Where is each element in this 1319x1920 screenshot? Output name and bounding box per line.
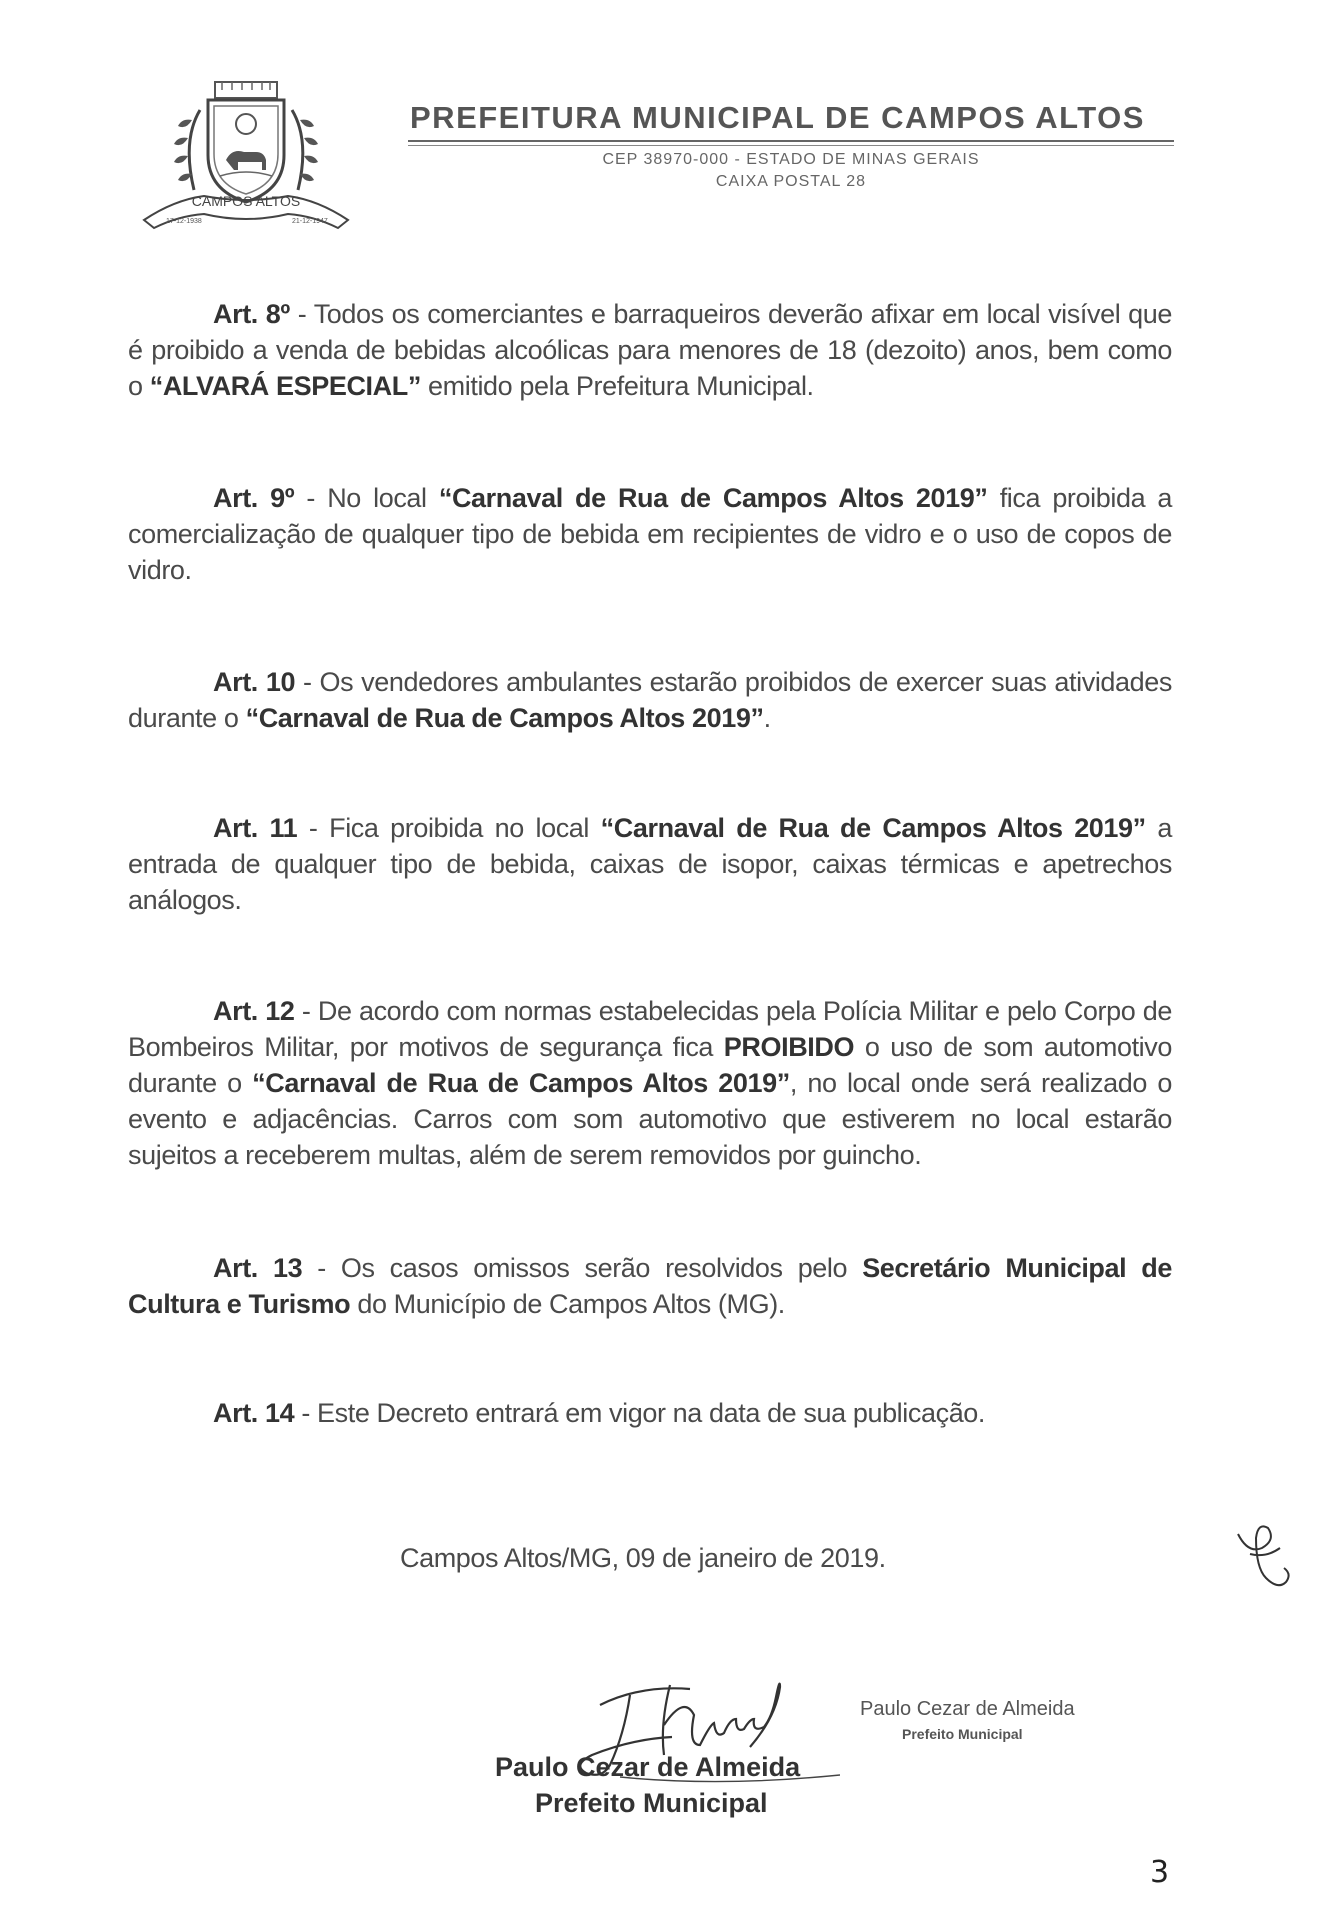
article-10: [128, 664, 1172, 736]
margin-initials-icon: [1230, 1520, 1300, 1600]
article-12-text: - De acordo com normas estabelecidas pela Polícia Militar e pelo Corpo de Bombeiros Militar, por motivos de segurança fica: [128, 996, 1172, 1062]
header-title: PREFEITURA MUNICIPAL DE CAMPOS ALTOS: [410, 100, 1145, 135]
article-12-label: Art. 12: [213, 996, 295, 1026]
article-14: [128, 1395, 1172, 1431]
municipal-crest-icon: [140, 80, 350, 255]
svg-text:CAMPOS ALTOS: CAMPOS ALTOS: [191, 193, 301, 209]
article-10-text: - Os vendedores ambulantes estarão proibidos de exercer suas atividades durante o: [128, 667, 1173, 733]
article-10-label: Art. 10: [213, 667, 296, 697]
article-13: [128, 1250, 1172, 1322]
article-9-text-end: fica proibida a comercialização de qualquer tipo de bebida em recipientes de vidro e o uso de copos de vidro.: [128, 483, 1173, 585]
article-11-text-end: a entrada de qualquer tipo de bebida, caixas de isopor, caixas térmicas e apetrechos análogos.: [128, 813, 1173, 915]
article-12-emphasis-2: “Carnaval de Rua de Campos Altos 2019”: [252, 1068, 790, 1098]
page-number: 3: [1150, 1855, 1170, 1890]
article-11-label: Art. 11: [213, 813, 298, 843]
article-9: [128, 480, 1172, 588]
article-11-emphasis: “Carnaval de Rua de Campos Altos 2019”: [600, 813, 1146, 843]
article-13-text-end: do Município de Campos Altos (MG).: [350, 1289, 785, 1319]
article-12-emphasis: PROIBIDO: [723, 1032, 855, 1062]
article-8: [128, 296, 1172, 404]
article-10-text-end: .: [763, 703, 771, 733]
signatory-name: Paulo Cezar de Almeida: [495, 1752, 801, 1782]
article-8-label: Art. 8º: [213, 299, 290, 329]
article-13-emphasis: Secretário Municipal de Cultura e Turismo: [128, 1253, 1172, 1319]
article-12: [128, 993, 1172, 1173]
svg-text:21-12-1947: 21-12-1947: [292, 218, 328, 225]
article-12-text-end: , no local onde será realizado o evento e adjacências. Carros com som automotivo que estiverem no local estarão sujeitos a receberem multas, além de serem removidos por guincho.: [128, 1068, 1173, 1170]
article-10-emphasis: “Carnaval de Rua de Campos Altos 2019”: [245, 703, 764, 733]
article-11: [128, 810, 1172, 918]
article-8-text-end: emitido pela Prefeitura Municipal.: [420, 371, 814, 401]
header-address-line: CEP 38970-000 - ESTADO DE MINAS GERAIS: [602, 151, 980, 168]
article-8-text: - Todos os comerciantes e barraqueiros deverão afixar em local visível que é proibido a venda de bebidas alcoólicas para menores de 18 (dezoito) anos, bem como o: [128, 299, 1173, 401]
signatory-role: Prefeito Municipal: [535, 1788, 768, 1818]
article-12-text-mid: o uso de som automotivo durante o: [128, 1032, 1172, 1098]
stamp-name: Paulo Cezar de Almeida: [860, 1698, 1075, 1720]
article-11-text: - Fica proibida no local: [297, 813, 601, 843]
article-9-emphasis: “Carnaval de Rua de Campos Altos 2019”: [438, 483, 988, 513]
svg-text:17-12-1938: 17-12-1938: [166, 218, 202, 225]
article-8-emphasis: “ALVARÁ ESPECIAL”: [149, 371, 421, 401]
article-9-label: Art. 9º: [213, 483, 295, 513]
stamp-role: Prefeito Municipal: [902, 1726, 1023, 1742]
article-14-label: Art. 14: [213, 1398, 295, 1428]
article-13-label: Art. 13: [213, 1253, 303, 1283]
article-9-text: - No local: [294, 483, 439, 513]
header-postal-line: CAIXA POSTAL 28: [715, 173, 867, 190]
article-14-text: - Este Decreto entrará em vigor na data de sua publicação.: [294, 1398, 986, 1428]
date-line: Campos Altos/MG, 09 de janeiro de 2019.: [400, 1543, 886, 1573]
header-rule: [408, 140, 1174, 142]
article-13-text: - Os casos omissos serão resolvidos pelo: [302, 1253, 863, 1283]
header-rule-thin: [408, 145, 1174, 146]
